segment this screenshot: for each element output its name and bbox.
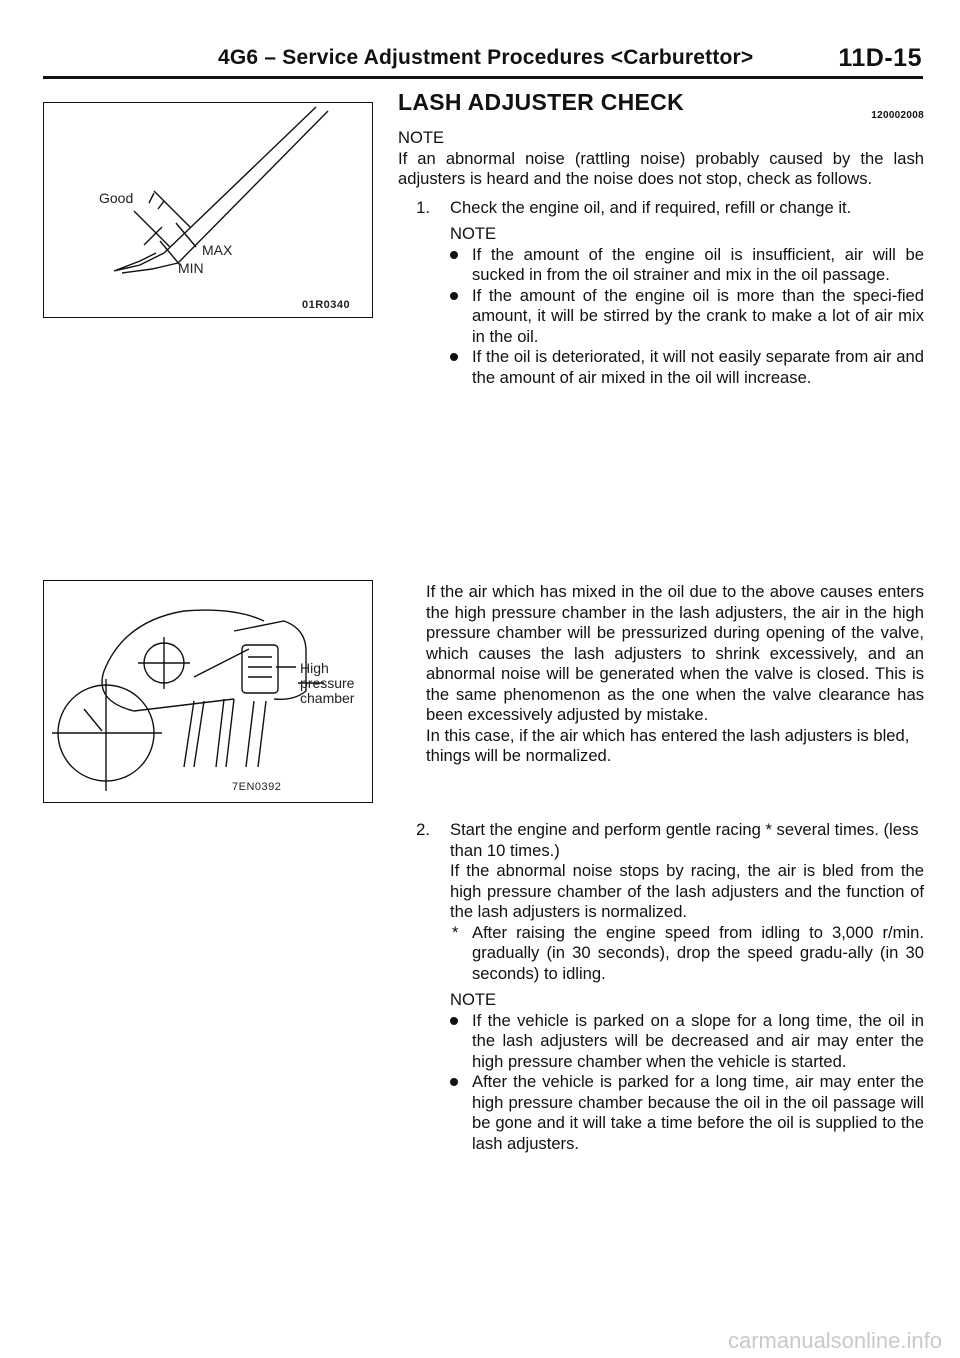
note-heading: NOTE [450, 990, 497, 1009]
note-text: If an abnormal noise (rattling noise) probably caused by the lash adjusters is heard and the noise does not stop, check as follows. [398, 148, 924, 188]
paragraph-text: In this case, if the air which has entered the lash adjusters is bled, things will be normalized. [426, 725, 910, 765]
label-max: MAX [202, 242, 233, 258]
footnote [450, 923, 924, 985]
figure-code: 01R0340 [302, 299, 351, 311]
list-item: If the vehicle is parked on a slope for a long time, the oil in the lash adjusters will be decreased and air may enter the high pressure chamber when the vehicle is started. [450, 1011, 924, 1073]
asterisk-mark: * [452, 922, 459, 942]
label-min: MIN [178, 260, 204, 276]
step-number: 2. [416, 820, 430, 839]
label-chamber: chamber [300, 690, 355, 706]
label-pressure: pressure [300, 675, 355, 691]
section-content [398, 89, 924, 388]
list-item: If the oil is deteriorated, it will not easily separate from air and the amount of air mixed in the oil will increase. [450, 347, 924, 388]
page-number: 11D-15 [838, 44, 922, 72]
list-item: If the amount of the engine oil is insufficient, air will be sucked in from the oil strainer and mix in the oil passage. [450, 245, 924, 286]
lash-adjuster-figure [43, 580, 373, 803]
section-title: LASH ADJUSTER CHECK [398, 89, 684, 115]
label-good: Good [99, 190, 134, 206]
header-rule [43, 76, 923, 79]
footnote-text: After raising the engine speed from idling to 3,000 r/min. gradually (in 30 seconds), drop the speed gradu-ally (in 30 seconds) to idling. [472, 922, 924, 983]
step-2-body [398, 820, 924, 1154]
dipstick-illustration [44, 103, 374, 319]
note-heading: NOTE [450, 224, 497, 243]
step-text: Start the engine and perform gentle racing * several times. (less than 10 times.) [450, 820, 919, 860]
watermark: carmanualsonline.info [727, 1328, 942, 1353]
bullet-icon [450, 1017, 458, 1025]
list-item: If the amount of the engine oil is more than the speci-fied amount, it will be stirred by the crank to make a lot of air mix in the oil. [450, 286, 924, 348]
step-text: Check the engine oil, and if required, refill or change it. [450, 197, 852, 217]
label-high: High [300, 660, 329, 676]
step-text: If the abnormal noise stops by racing, the air is bled from the high pressure chamber of the lash adjusters and the function of the lash adjusters is normalized. [450, 861, 924, 921]
bullet-icon [450, 1078, 458, 1086]
bullet-icon [450, 292, 458, 300]
dipstick-figure [43, 102, 373, 318]
page-title: 4G6 – Service Adjustment Procedures <Carburettor> [218, 46, 754, 69]
step-1 [398, 198, 924, 389]
explanation-paragraph [426, 582, 924, 767]
figure-code: 7EN0392 [232, 781, 282, 793]
page-header [200, 46, 922, 78]
step-2 [398, 820, 924, 1154]
section-header [398, 89, 924, 128]
bullet-icon [450, 251, 458, 259]
section-code: 120002008 [871, 110, 924, 121]
list-item: After the vehicle is parked for a long time, air may enter the high pressure chamber because the oil in the oil passage will be gone and it will take a time before the oil is supplied to the lash adjusters. [450, 1072, 924, 1154]
note-heading: NOTE [398, 128, 445, 147]
paragraph-text: If the air which has mixed in the oil due to the above causes enters the high pressure chamber in the lash adjusters, the air in the high pressure chamber will be pressurized during opening of the valve, which causes the lash adjusters to shrink excessively, and an abnormal noise will be generated when the valve is closed. This is the same phenomenon as the one when the valve clearance has been excessively adjusted by mistake. [426, 582, 924, 724]
step-number: 1. [416, 197, 430, 217]
bullet-icon [450, 353, 458, 361]
